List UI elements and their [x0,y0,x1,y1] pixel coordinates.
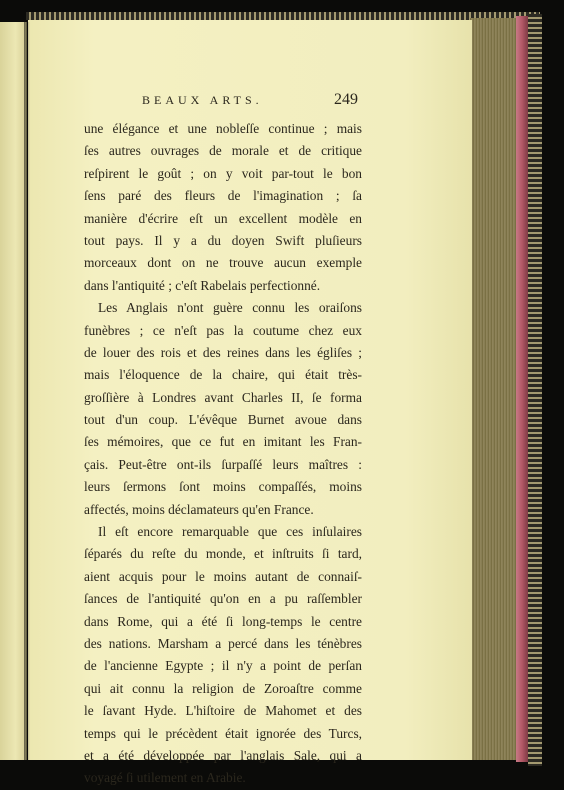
text-line: temps qui le précèdent était ignorée des Turcs, [84,725,362,741]
paragraph [84,297,362,521]
text-line: ſéparés du reſte du monde, et inſtruits ſi tard, [84,546,362,562]
text-line: tout d'un coup. L'évêque Burnet avoue dans [84,412,362,428]
text-line: ſes autres ouvrages de morale et de critique [84,143,362,159]
text-line: dans Rome, qui a été ſi long-temps le centre [84,613,362,629]
text-line: aient acquis pour le moins autant de connaiſ- [84,568,362,584]
text-line: Les Anglais n'ont guère connu les oraiſons [98,300,362,316]
text-line: des nations. Marsham a percé dans les ténèbres [84,635,362,651]
running-head: BEAUX ARTS. [142,93,263,107]
text-line: funèbres ; ce n'eſt pas la coutume chez eux [84,322,362,338]
text-line: çais. Peut-être ont-ils ſurpaſſé leurs maîtres : [84,456,362,472]
text-line: voyagé ſi utilement en Arabie. [84,770,246,786]
text-line: manière d'écrire eſt un excellent modèle en [84,210,362,226]
text-line: qui ait connu la religion de Zoroaſtre comme [84,680,362,696]
body-text [84,118,362,790]
text-line: le ſavant Hyde. L'hiſtoire de Mahomet et des [84,703,362,719]
text-line: leurs ſermons ſont moins compaſſés, moins [84,479,362,495]
text-line: affectés, moins déclamateurs qu'en France. [84,501,314,517]
facing-page-edge [0,22,27,760]
text-line: reſpirent le goût ; on y voit par-tout le bon [84,165,362,181]
text-line: morceaux dont on ne trouve aucun exemple [84,255,362,271]
text-line: une élégance et une nobleſſe continue ; mais [84,121,362,136]
page-number: 249 [334,91,358,108]
text-line: de l'ancienne Egypte ; il n'y a point de perſan [84,658,362,674]
text-line: de louer des rois et des reines dans les égliſes ; [84,344,362,360]
text-line: ſens paré des fleurs de l'imagination ; ſa [84,188,362,204]
text-line: Il eſt encore remarquable que ces inſulaires [98,524,362,540]
page-header [132,91,358,115]
book-cover-edge [516,16,528,762]
paragraph [84,118,362,297]
text-line: ſes mémoires, que ce fut en imitant les Fran- [84,434,362,450]
paragraph [84,521,362,790]
text-line: tout pays. Il y a du doyen Swift pluſieurs [84,232,362,248]
text-line: mais l'éloquence de la chaire, qui était très- [84,367,362,383]
text-line: ſances de l'antiquité qu'on en a pu raſſembler [84,591,362,607]
text-line: groſſière à Londres avant Charles II, ſe forma [84,389,362,405]
text-line: et a été développée par l'anglais Sale, qui a [84,747,362,763]
gutter-shadow [24,22,30,760]
text-line: dans l'antiquité ; c'eſt Rabelais perfectionné. [84,277,321,293]
book-cover-top-edge [26,12,540,20]
book-cover-marbled-edge [528,14,542,766]
